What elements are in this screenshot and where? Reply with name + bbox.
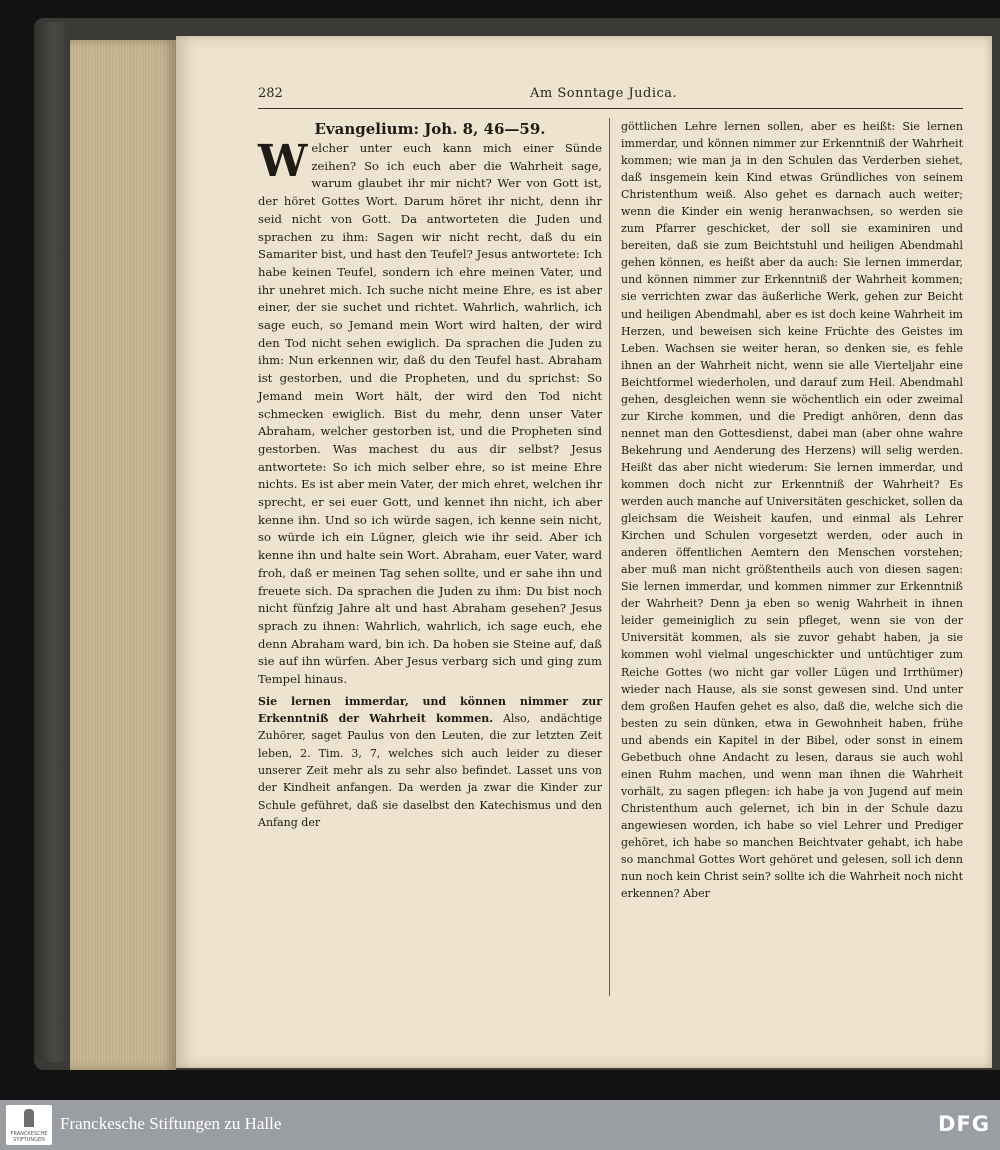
- footer-bar: [0, 1100, 1000, 1150]
- running-head: Am Sonntage Judica.: [530, 86, 678, 101]
- gospel-body: elcher unter euch kann mich einer Sünde zeihen? So ich euch aber die Wahrheit sage, warum glaubet ihr mir nicht? Wer von Gott ist, der höret Gottes Wort. Darum höret ihr nicht, denn ihr seid nicht von Gott. Da antworteten die Juden und sprachen zu ihm: Sagen wir nicht recht, daß du ein Samariter bist, und hast den Teufel? Jesus antwortete: Ich habe keinen Teufel, sondern ich ehre meinen Vater, und ihr unehret mich. Ich suche nicht meine Ehre, es ist aber einer, der sie suchet und richtet. Wahrlich, wahrlich, ich sage euch, so Jemand mein Wort wird halten, der wird den Tod nicht sehen ewiglich. Da sprachen die Juden zu ihm: Nun erkennen wir, daß du den Teufel hast. Abraham ist gestorben, und die Propheten, und du sprichst: So Jemand mein Wort hält, der wird den Tod nicht schmecken ewiglich. Bist du mehr, denn unser Vater Abraham, welcher gestorben ist, und die Propheten sind gestorben. Was machest du aus dir selbst? Jesus antwortete: So ich mich selber ehre, so ist meine Ehre nichts. Es ist aber mein Vater, der mich ehret, welchen ihr sprecht, er sei euer Gott, und kennet ihn nicht, ich aber kenne ihn. Und so ich würde sagen, ich kenne sein nicht, so würde ich ein Lügner, gleich wie ihr seid. Aber ich kenne ihn und halte sein Wort. Abraham, euer Vater, ward froh, daß er meinen Tag sehen sollte, und er sahe ihn und freuete sich. Da sprachen die Juden zu ihm: Du bist noch nicht fünfzig Jahre alt und hast Abraham gesehen? Jesus sprach zu ihnen: Wahrlich, wahrlich, ich sage euch, ehe denn Abraham ward, bin ich. Da hoben sie Steine auf, daß sie auf ihn würfen. Aber Jesus verbarg sich und ging zum Tempel hinaus.: [258, 141, 602, 687]
- right-column: [621, 118, 963, 902]
- right-column-text: göttlichen Lehre lernen sollen, aber es heißt: Sie lernen immerdar, und können nimmer zur Erkenntniß der Wahrheit kommen; wie man ja in den Schulen das Verderben siehet, daß insgemein kein Kind etwas Gründliches von seinem Christenthum weiß. Also gehet es darnach auch weiter; wenn die Kinder ein wenig heranwachsen, so werden sie zum Pfarrer geschicket, der soll sie examiniren und bereiten, daß sie zum Beichtstuhl und heiligen Abendmahl gehen können, es heißt aber da auch: Sie lernen immerdar, und können nimmer zur Erkenntniß der Wahrheit kommen; sie verrichten zwar das äußerliche Werk, gehen zur Beicht und heiligen Abendmahl, aber es ist doch keine Wahrheit im Herzen, und beweisen sich keine Früchte des Geistes im Leben. Wachsen sie weiter heran, so denken sie, es fehle ihnen an der Wahrheit nicht, wenn sie alle Vierteljahr eine Beichtformel wiederholen, und darauf zum Heil. Abendmahl gehen, desgleichen wenn sie wöchentlich ein oder zweimal zur Kirche kommen, und die Predigt anhören, denn das nennet man den Gottesdienst, dabei man (aber ohne wahre Bekehrung und Aenderung des Herzens) will selig werden. Heißt das aber nicht wiederum: Sie lernen immerdar, und kommen doch nicht zur Erkenntniß der Wahrheit? Es werden auch manche auf Universitäten geschicket, sollen da gleichsam die Weisheit kaufen, und einmal als Lehrer Kirchen und Schulen vorgesetzt werden, oder auch in anderen öffentlichen Aemtern den Menschen vorstehen; aber muß man nicht größtentheils auch von diesen sagen: Sie lernen immerdar, und kommen nimmer zur Erkenntniß der Wahrheit? Denn ja eben so wenig Wahrheit in ihnen leider gemeiniglich zu sein pfleget, wenn sie von der Universität kommen, als sie zuvor gehabt haben, ja sie kommen wohl vielmal ungeschickter und untüchtiger zum Reiche Gottes (wo nicht gar voller Lügen und Irrthümer) wieder nach Hause, als sie sonst gewesen sind. Und unter dem großen Haufen gehet es also, daß die, welche sich die besten zu sein dünken, etwa in Gewohnheit haben, frühe und abends ein Kapitel in der Bibel, oder sonst in einem Gebetbuch ohne Andacht zu lesen, daraus sie auch wohl einen Ruhm machen, und wenn man ihnen die Wahrheit vorhält, zu sagen pflegen: ich habe ja von Jugend auf mein Christenthum auch gelernet, ich bin in der Schule dazu angewiesen worden, ich habe so viel Lehrer und Prediger gehöret, ich habe so manchen Beichtvater gehabt, ich habe so manchmal Gottes Wort gehöret und gelesen, soll ich denn nun noch kein Christ sein? sollte ich die Wahrheit noch nicht erkennen? Aber: [621, 120, 963, 901]
- dfg-logo[interactable]: DFG: [937, 1112, 990, 1136]
- institution-logo[interactable]: [6, 1105, 52, 1145]
- page-number: 282: [258, 86, 283, 101]
- header-rule: [258, 108, 963, 109]
- sermon-body: Also, andächtige Zuhörer, saget Paulus von den Leuten, die zur letzten Zeit leben, 2. Tim. 3, 7, welches sich auch leider zu dieser unserer Zeit mehr als zu sehr also befindet. Lasset uns von der Kindheit anfangen. Da werden ja zwar die Kinder zur Schule geführet, daß sie daselbst den Katechismus und den Anfang der: [258, 712, 602, 829]
- book-spine: [34, 22, 70, 1062]
- sermon-lead: Sie lernen immerdar, und können nimmer zur Erkenntniß der Wahrheit kommen.: [258, 694, 602, 726]
- sermon-paragraph: [258, 693, 602, 831]
- column-divider: [609, 118, 610, 996]
- page-edges: [70, 40, 176, 1070]
- drop-cap: W: [258, 136, 308, 187]
- gospel-heading: Evangelium: Joh. 8, 46—59.: [314, 120, 546, 138]
- left-column: [258, 118, 602, 831]
- logo-text: FRANCKESCHE STIFTUNGEN: [10, 1131, 48, 1143]
- building-icon: [24, 1109, 34, 1127]
- institution-name[interactable]: Franckesche Stiftungen zu Halle: [60, 1114, 282, 1133]
- gospel-text: [258, 136, 602, 689]
